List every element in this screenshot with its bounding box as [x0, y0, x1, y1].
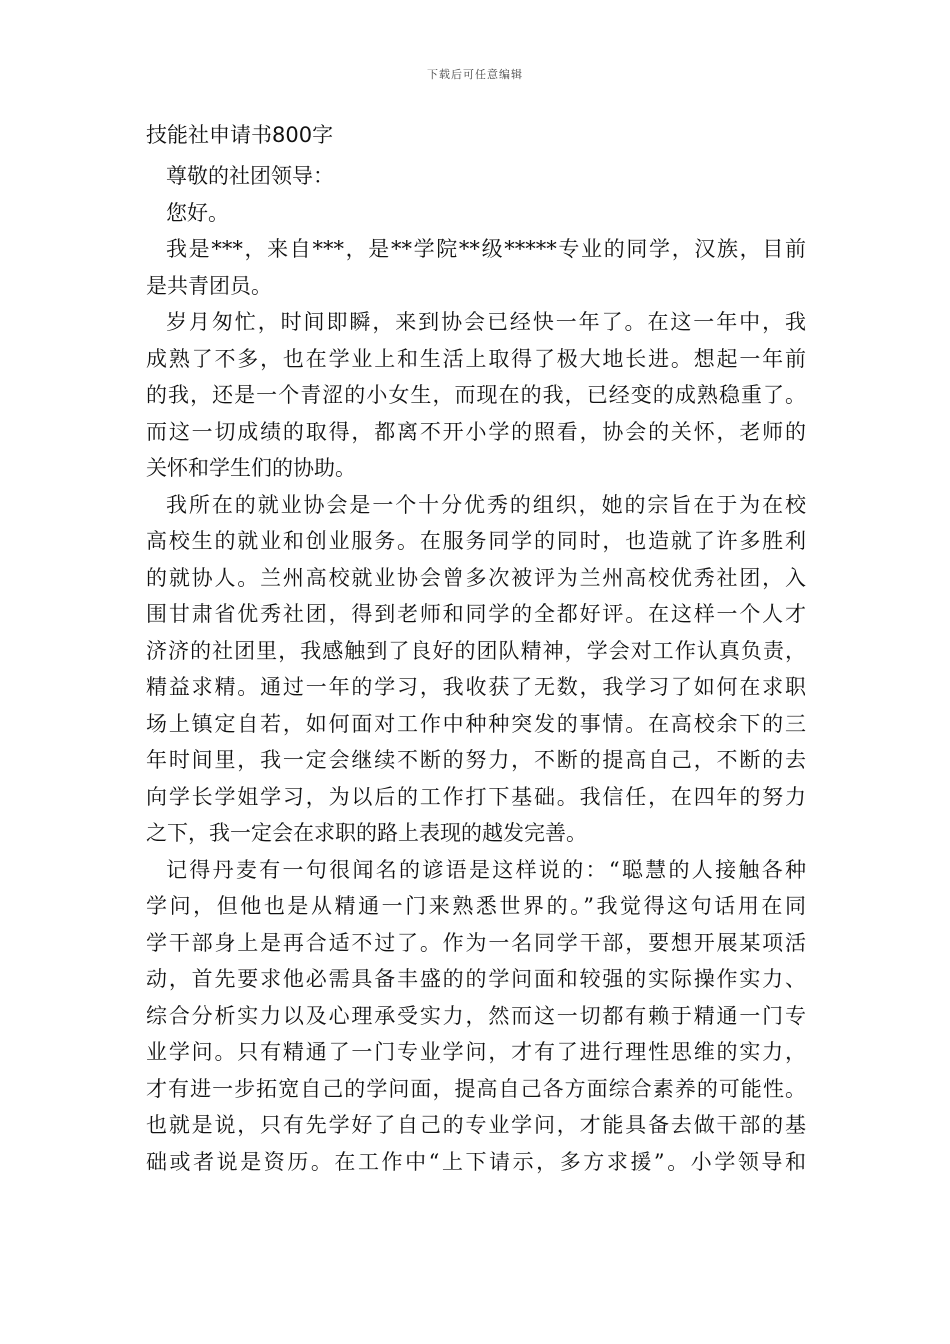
text-line: 础或者说是资历。在工作中“上下请示，多方求援”。小学领导和: [146, 1149, 806, 1174]
text-line: 成熟了不多，也在学业上和生活上取得了极大地长进。想起一年前: [146, 346, 806, 371]
text-line: 围甘肃省优秀社团，得到老师和同学的全都好评。在这样一个人才: [146, 602, 806, 626]
paragraph-2: [146, 304, 806, 487]
text-line: 综合分析实力以及心理承受实力，然而这一切都有赖于精通一门专: [146, 1003, 806, 1028]
text-line: 高校生的就业和创业服务。在服务同学的同时，也造就了许多胜利: [146, 529, 806, 553]
text-line: 我所在的就业协会是一个十分优秀的组织，她的宗旨在于为在校: [166, 492, 806, 517]
text-line: 才有进一步拓宽自己的学问面，提高自己各方面综合素养的可能性。: [146, 1076, 806, 1101]
text-line: 年时间里，我一定会继续不断的努力，不断的提高自己，不断的去: [146, 748, 806, 772]
text-line: 我是***，来自***，是**学院**级*****专业的同学，汉族，目前: [166, 237, 806, 261]
page-header: 下载后可任意编辑: [427, 68, 523, 81]
text-line: 之下，我一定会在求职的路上表现的越发完善。: [146, 821, 587, 845]
text-line: 场上镇定自若，如何面对工作中种种突发的事情。在高校余下的三: [146, 711, 806, 736]
text-line: 动，首先要求他必需具备丰盛的的学问面和较强的实际操作实力、: [146, 967, 806, 991]
salutation: 尊敬的社团领导：: [166, 164, 334, 188]
document-body: [146, 158, 806, 1180]
text-line: 记得丹麦有一句很闻名的谚语是这样说的：“聪慧的人接触各种: [166, 857, 806, 882]
text-line: 精益求精。通过一年的学习，我收获了无数，我学习了如何在求职: [146, 675, 806, 699]
document-title: 技能社申请书800字: [146, 123, 334, 147]
paragraph-4: [146, 852, 806, 1181]
text-line: 学问，但他也是从精通一门来熟悉世界的。”我觉得这句话用在同: [146, 894, 806, 918]
text-line: 而这一切成绩的取得，都离不开小学的照看，协会的关怀，老师的: [146, 419, 806, 444]
text-line: 的就协人。兰州高校就业协会曾多次被评为兰州高校优秀社团，入: [146, 565, 806, 590]
text-line: 的我，还是一个青涩的小女生，而现在的我，已经变的成熟稳重了。: [146, 383, 806, 407]
text-line: 也就是说，只有先学好了自己的专业学问，才能具备去做干部的基: [146, 1113, 806, 1137]
text-line: 是共青团员。: [146, 273, 272, 298]
paragraph-3: [146, 487, 806, 852]
text-line: 向学长学姐学习，为以后的工作打下基础。我信任，在四年的努力: [146, 784, 806, 809]
text-line: 岁月匆忙，时间即瞬，来到协会已经快一年了。在这一年中，我: [166, 310, 806, 334]
paragraph-1: [146, 231, 806, 304]
greeting: 您好。: [166, 200, 229, 225]
text-line: 业学问。只有精通了一门专业学问，才有了进行理性思维的实力，: [146, 1040, 806, 1064]
text-line: 学干部身上是再合适不过了。作为一名同学干部，要想开展某项活: [146, 930, 806, 955]
text-line: 济济的社团里，我感触到了良好的团队精神，学会对工作认真负责，: [146, 638, 806, 663]
text-line: 关怀和学生们的协助。: [146, 456, 356, 480]
